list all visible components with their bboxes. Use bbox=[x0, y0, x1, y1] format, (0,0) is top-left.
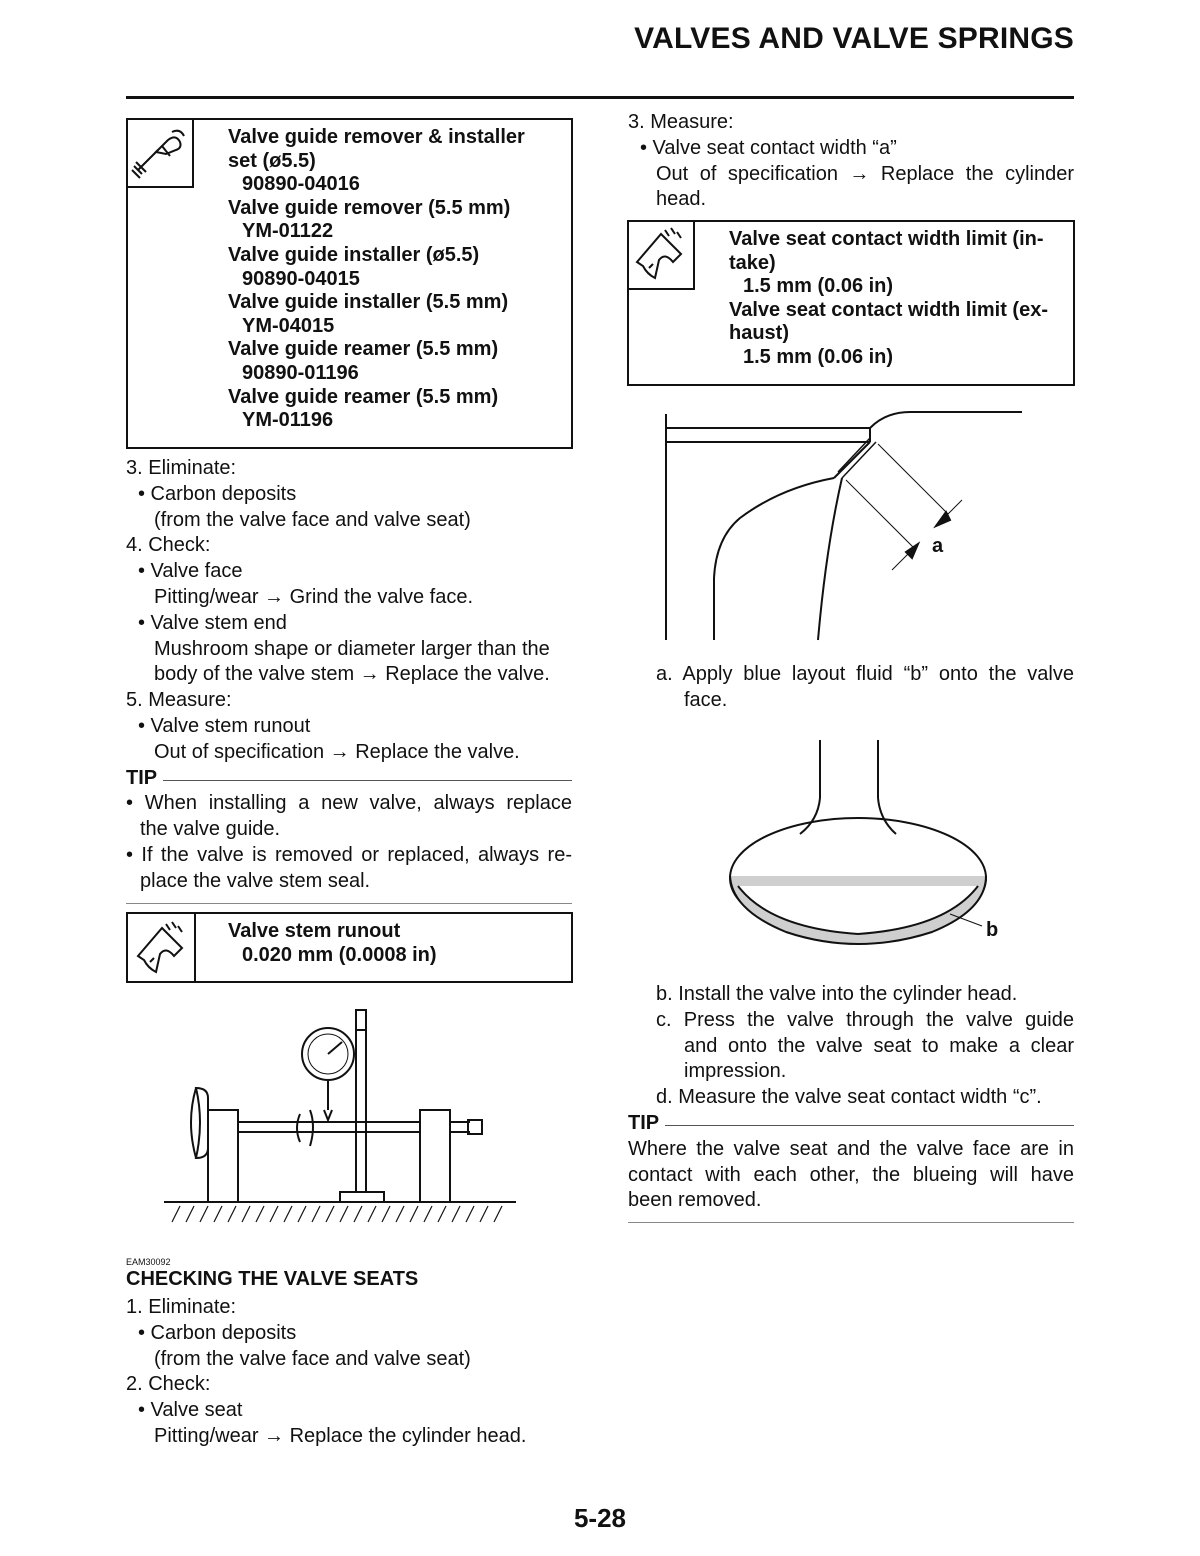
page-title: VALVES AND VALVE SPRINGS bbox=[634, 22, 1074, 55]
tool-name: Valve guide installer (5.5 mm) bbox=[228, 291, 509, 314]
tool-name: Valve guide remover & installer bbox=[228, 126, 525, 148]
step-4-bullet-stem-end: • Valve stem end bbox=[138, 611, 287, 634]
header-rule bbox=[126, 96, 1074, 99]
seat-step-1: 1. Eliminate: bbox=[126, 1296, 237, 1318]
caliper-icon bbox=[130, 916, 192, 980]
tip-right-line-2: contact with each other, the blueing will have bbox=[628, 1163, 1074, 1186]
right-step-3-detail-2: head. bbox=[656, 188, 707, 211]
special-tool-list bbox=[228, 126, 563, 433]
substep-a-line-1: a. Apply blue layout fluid “b” onto the valve bbox=[656, 663, 1074, 685]
tool-name: set (ø5.5) bbox=[228, 149, 316, 172]
step-3-detail: (from the valve face and valve seat) bbox=[154, 508, 471, 531]
runout-spec-box bbox=[126, 912, 573, 983]
tip-left-label: TIP bbox=[126, 766, 158, 789]
seat-width-spec-content bbox=[729, 228, 1065, 370]
tip-right-end-rule bbox=[628, 1222, 1074, 1223]
tip-left-heading bbox=[126, 766, 572, 792]
dial-gauge-runout-figure bbox=[160, 1002, 520, 1232]
section-title: CHECKING THE VALVE SEATS bbox=[126, 1268, 419, 1290]
substep-c-line-1: c. Press the valve through the valve guide bbox=[656, 1008, 1074, 1031]
substep-d: d. Measure the valve seat contact width “c”. bbox=[656, 1086, 1042, 1109]
tip-left-line-3: • If the valve is removed or replaced, always re- bbox=[126, 843, 572, 866]
tool-part-number: 90890-04015 bbox=[242, 267, 360, 290]
tip-left-rule bbox=[163, 780, 572, 781]
seat-width-exhaust-line-1: Valve seat contact width limit (ex- bbox=[729, 298, 1048, 321]
special-tool-icon bbox=[128, 120, 190, 184]
figure-label-b: b bbox=[986, 919, 999, 941]
caliper-icon bbox=[629, 222, 691, 286]
tool-name: Valve guide reamer (5.5 mm) bbox=[228, 385, 499, 408]
special-tool-box bbox=[126, 118, 573, 449]
right-step-3-detail-1: Out of specification → Replace the cylinder bbox=[656, 162, 1074, 185]
right-step-3-bullet: • Valve seat contact width “a” bbox=[640, 136, 897, 159]
runout-box-divider bbox=[194, 914, 196, 981]
tip-left-line-4: place the valve stem seal. bbox=[140, 869, 371, 892]
substep-a-line-2: face. bbox=[684, 688, 728, 711]
tip-right-rule bbox=[665, 1125, 1074, 1126]
step-5-bullet: • Valve stem runout bbox=[138, 714, 311, 737]
substep-c-line-2: and onto the valve seat to make a clear bbox=[684, 1034, 1074, 1057]
seat-width-intake-line-1: Valve seat contact width limit (in- bbox=[729, 228, 1044, 250]
runout-spec-value: 0.020 mm (0.0008 in) bbox=[242, 943, 437, 966]
tip-right-label: TIP bbox=[628, 1111, 660, 1134]
seat-step-2-detail: Pitting/wear → Replace the cylinder head. bbox=[154, 1424, 527, 1447]
valve-face-blueing-figure bbox=[710, 738, 1030, 968]
tip-right-line-1: Where the valve seat and the valve face are in bbox=[628, 1137, 1074, 1160]
tip-left-line-2: the valve guide. bbox=[140, 818, 281, 841]
seat-step-1-detail: (from the valve face and valve seat) bbox=[154, 1347, 471, 1370]
tool-part-number: 90890-04016 bbox=[242, 173, 360, 196]
step-4-detail-stem-end-1: Mushroom shape or diameter larger than the bbox=[154, 637, 550, 660]
valve-seat-steps bbox=[126, 1295, 572, 1450]
seat-step-2-bullet: • Valve seat bbox=[138, 1399, 243, 1422]
seat-width-spec-box bbox=[627, 220, 1075, 386]
substep-c-line-3: impression. bbox=[684, 1060, 787, 1083]
tool-part-number: YM-01122 bbox=[242, 220, 334, 243]
figure-label-a: a bbox=[932, 535, 944, 557]
tool-name: Valve guide remover (5.5 mm) bbox=[228, 196, 511, 219]
seat-step-1-bullet: • Carbon deposits bbox=[138, 1321, 297, 1344]
runout-spec-content bbox=[228, 920, 563, 967]
tip-left-end-rule bbox=[126, 903, 572, 904]
valve-seat-width-figure bbox=[650, 408, 1050, 648]
substep-a bbox=[628, 662, 1074, 714]
seat-width-exhaust-value: 1.5 mm (0.06 in) bbox=[743, 345, 894, 368]
tool-part-number: 90890-01196 bbox=[242, 361, 359, 384]
left-steps bbox=[126, 456, 572, 904]
tool-part-number: YM-01196 bbox=[242, 409, 334, 432]
step-4-check: 4. Check: bbox=[126, 534, 211, 557]
tool-part-number: YM-04015 bbox=[242, 314, 335, 337]
right-steps bbox=[628, 110, 1074, 213]
seat-width-intake-value: 1.5 mm (0.06 in) bbox=[743, 275, 894, 298]
page-number: 5-28 bbox=[573, 1503, 627, 1533]
substep-b: b. Install the valve into the cylinder head. bbox=[656, 983, 1018, 1005]
tool-name: Valve guide installer (ø5.5) bbox=[228, 243, 480, 266]
seat-width-exhaust-line-2: haust) bbox=[729, 322, 789, 345]
step-3-eliminate: 3. Eliminate: bbox=[126, 457, 237, 479]
step-4-detail-stem-end-2: body of the valve stem → Replace the valve. bbox=[154, 663, 550, 686]
step-5-measure: 5. Measure: bbox=[126, 689, 232, 712]
tip-left-line-1: • When installing a new valve, always replace bbox=[126, 792, 572, 815]
runout-spec-title: Valve stem runout bbox=[228, 920, 401, 942]
step-4-detail-valve-face: Pitting/wear → Grind the valve face. bbox=[154, 585, 474, 608]
right-step-3: 3. Measure: bbox=[628, 111, 734, 133]
step-4-bullet-valve-face: • Valve face bbox=[138, 560, 243, 583]
section-code: EAM30092 bbox=[126, 1257, 171, 1267]
seat-width-intake-line-2: take) bbox=[729, 251, 776, 274]
special-tool-icon-cell bbox=[128, 120, 194, 188]
tip-right-heading bbox=[628, 1111, 1074, 1137]
substeps-b-d bbox=[628, 982, 1074, 1223]
tool-name: Valve guide reamer (5.5 mm) bbox=[228, 338, 499, 361]
step-5-detail: Out of specification → Replace the valve. bbox=[154, 740, 520, 763]
seat-step-2: 2. Check: bbox=[126, 1373, 211, 1396]
seat-width-icon-cell bbox=[629, 222, 695, 290]
step-3-bullet: • Carbon deposits bbox=[138, 482, 297, 505]
tip-right-line-3: been removed. bbox=[628, 1189, 762, 1212]
